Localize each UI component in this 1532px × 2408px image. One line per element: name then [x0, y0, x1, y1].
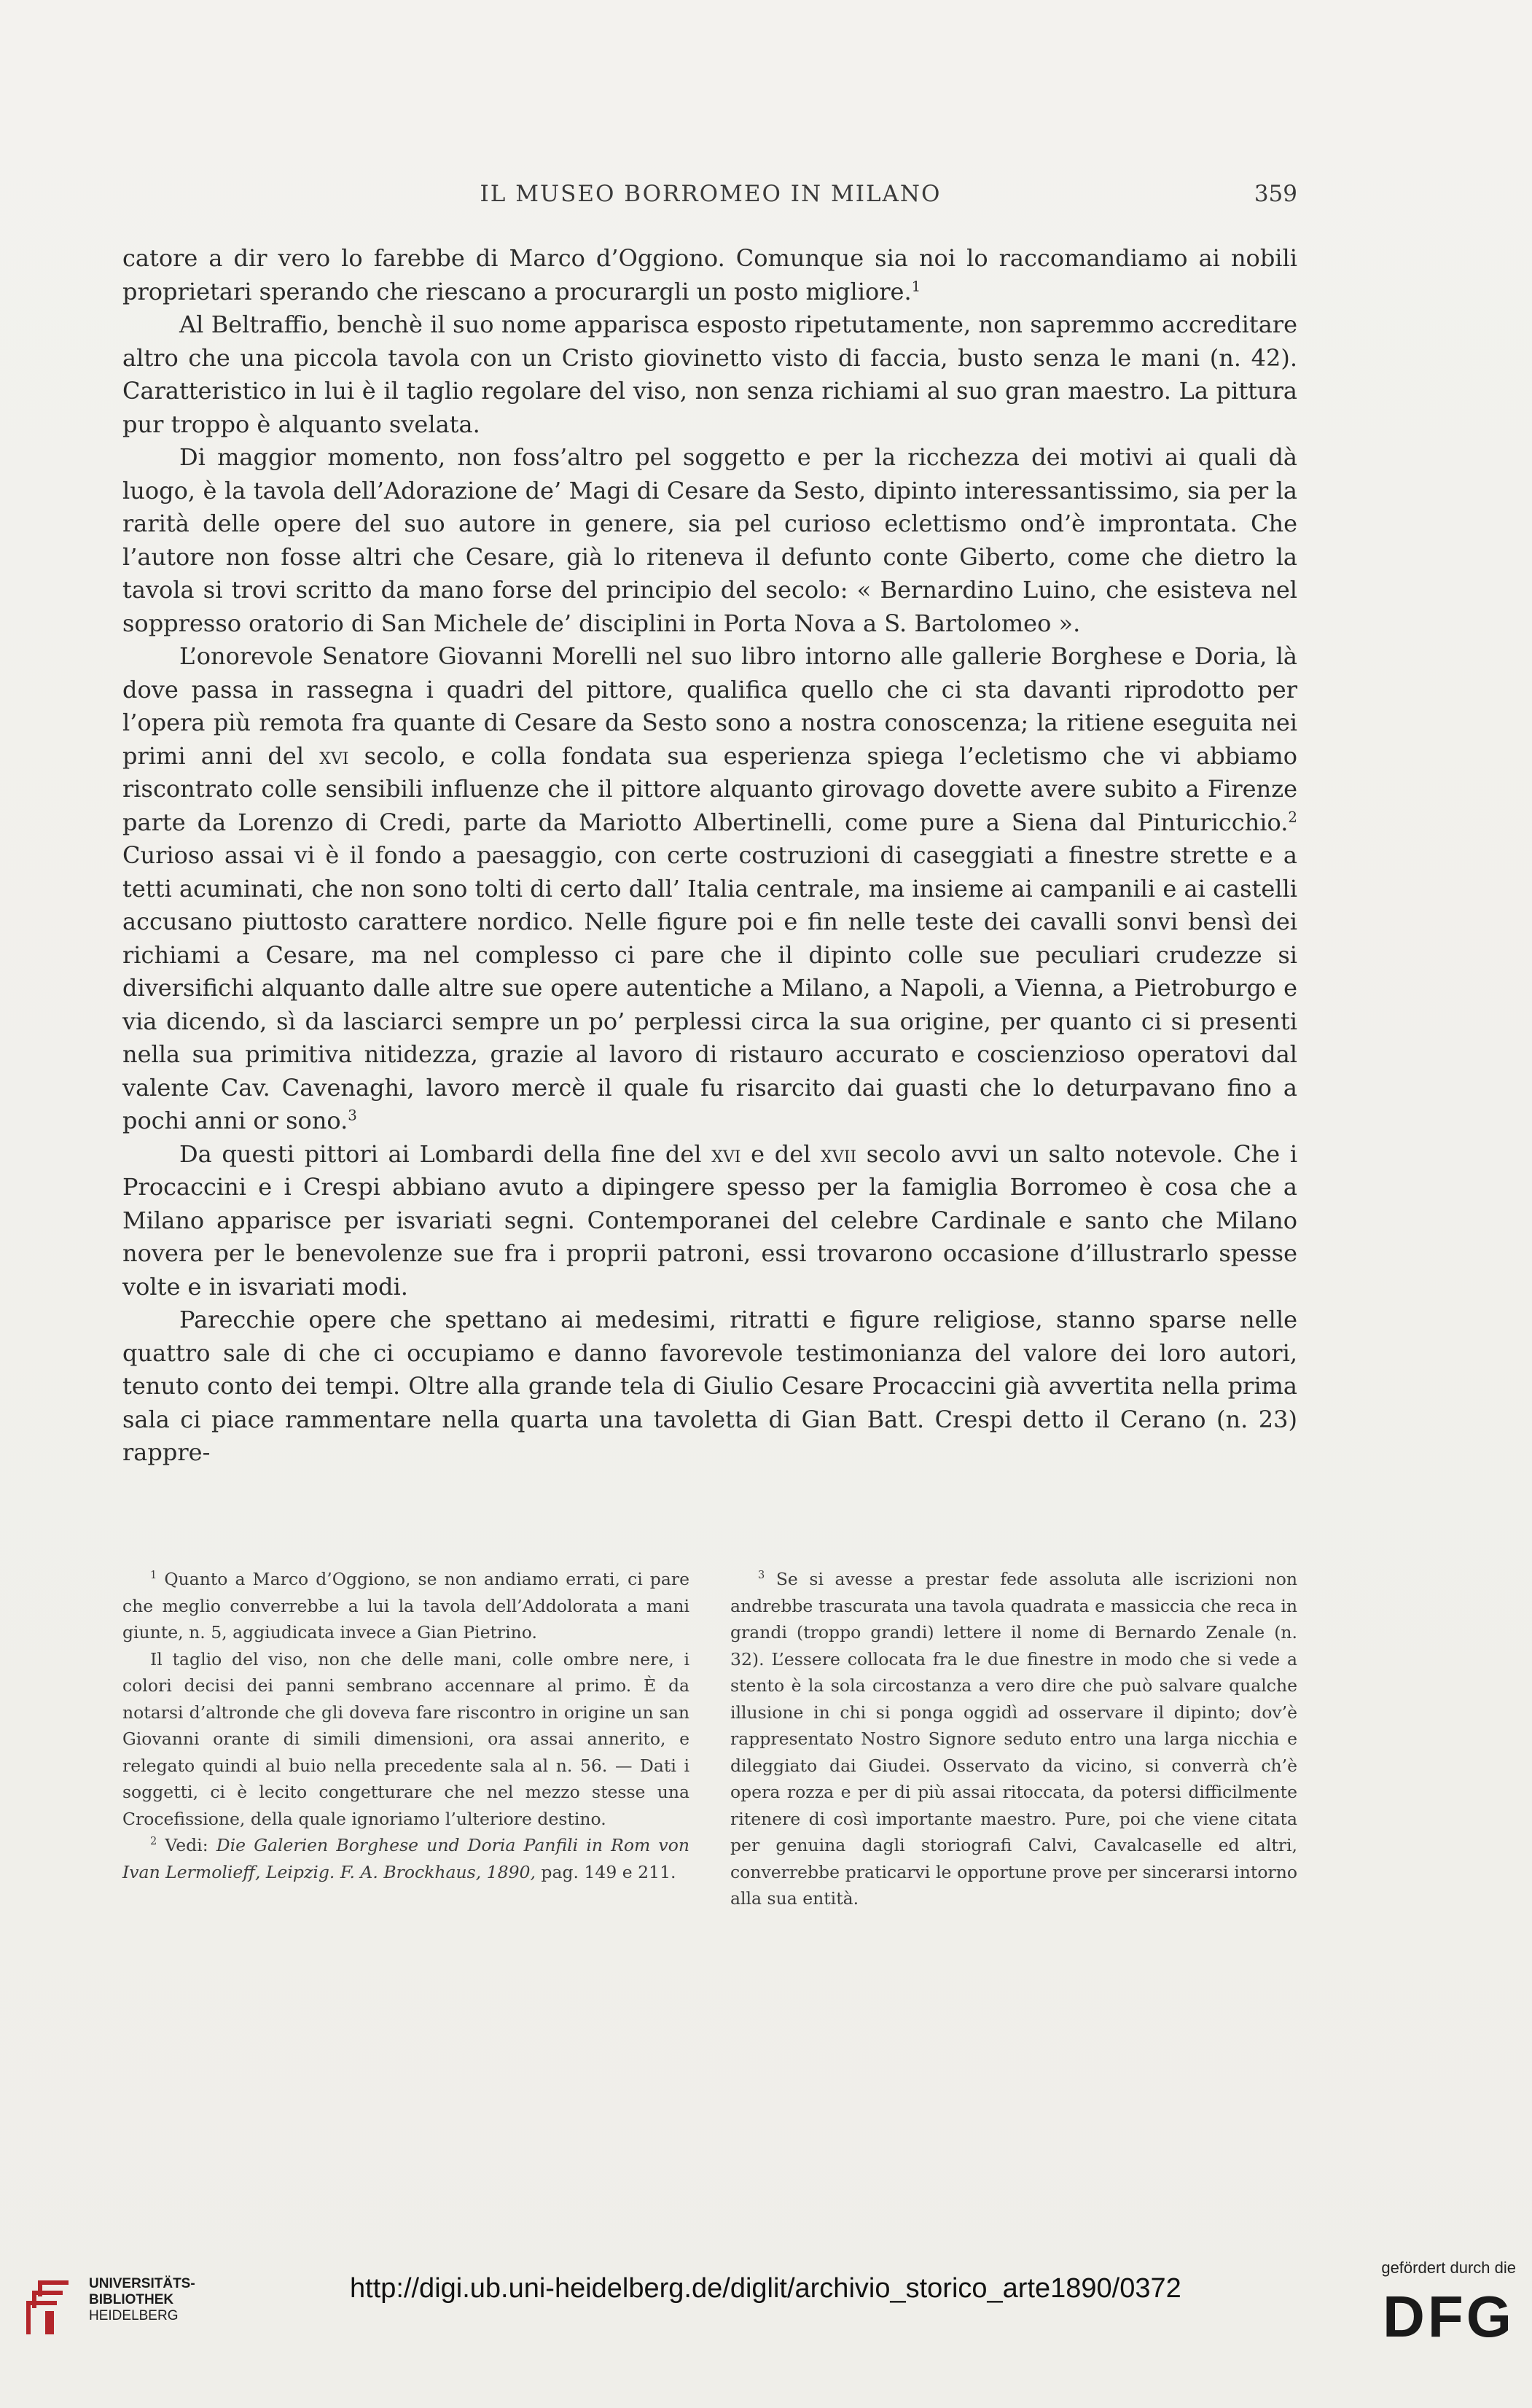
- funding-note: gefördert durch die: [1381, 2259, 1516, 2277]
- footnote-1-mark: 1: [150, 1569, 157, 1582]
- footnote-ref-2: 2: [1288, 808, 1297, 825]
- footnote-2-citation: Die Galerien Borghese und Doria Panfili in Rom von Ivan Lermolieff, Leipzig. F. A. Brockhaus, 1890,: [122, 1835, 689, 1882]
- paragraph-4-text-c: Curioso assai vi è il fondo a paesaggio, con certe costruzioni di caseggiati a finestre strette e a tetti acuminati, che non sono tolti di certo dall’ Italia centrale, ma insieme ai campanili e ai castelli accusano piuttosto carattere nordico. Nelle figure poi e fin nelle teste dei cavalli sonvi bensì dei richiami a Cesare, ma nel complesso ci pare che il dipinto colle sue peculiari crudezze si diversifichi alquanto dalle altre sue opere autentiche a Milano, a Napoli, a Vienna, a Pietroburgo e via dicendo, sì da lasciarci sempre un po’ perplessi circa la sua origine, per quanto ci si presenti nella sua primitiva nitidezza, grazie al lavoro di ristauro accurato e coscienzioso operatovi dal valente Cav. Cavenaghi, lavoro mercè il quale fu risarcito dai guasti che lo deturpavano fino a pochi anni or sono.: [122, 841, 1297, 1134]
- paragraph-5-text-c: secolo avvi un salto notevole. Che i Procaccini e i Crespi abbiano avuto a dipingere spesso per la famiglia Borromeo è cosa che a Milano apparisce per isvariati segni. Contemporanei del celebre Cardinale e santo che Milano novera per le benevolenze sue fra i proprii patroni, essi trovarono occasione d’illustrarlo spesse volte e in isvariati modi.: [122, 1139, 1298, 1301]
- paragraph-6: Parecchie opere che spettano ai medesimi, ritratti e figure religiose, stanno sparse nelle quattro sale di che ci occupiamo e danno favorevole testimonianza del valore dei loro autori, tenuto conto dei tempi. Oltre alla grande tela di Giulio Cesare Procaccini già avvertita nella prima sala ci piace rammentare nella quarta una tavoletta di Gian Batt. Crespi detto il Cerano (n. 23) rappre-: [122, 1306, 1297, 1466]
- footnote-3: [730, 1566, 1297, 1912]
- paragraph-1-text: catore a dir vero lo farebbe di Marco d’Oggiono. Comunque sia noi lo raccomandiamo ai nobili proprietari sperando che riescano a procurargli un posto migliore.: [122, 244, 1297, 305]
- footnote-2-pages: pag. 149 e 211.: [541, 1861, 676, 1882]
- footnote-1-text: Quanto a Marco d’Oggiono, se non andiamo errati, ci pare che meglio converrebbe a lui la tavola dell’Addolorata a mani giunte, n. 5, aggiudicata invece a Gian Pietrino.: [122, 1569, 689, 1643]
- footnote-3-mark: 3: [758, 1569, 765, 1582]
- running-title: IL MUSEO BORROMEO IN MILANO: [480, 181, 942, 207]
- library-line-3: HEIDELBERG: [89, 2308, 179, 2323]
- footnote-2-prefix: Vedi:: [165, 1835, 208, 1855]
- footnotes: [122, 1566, 1297, 2033]
- body-text: [122, 242, 1297, 1470]
- footnote-3-text: Se si avesse a prestar fede assoluta alle iscrizioni non andrebbe trascurata una tavola quadrata e massiccia che reca in grandi (troppo grandi) lettere il nome di Bernardo Zenale (n. 32). L’essere collocata fra le due finestre in modo che si vede a stento è la sola circostanza a vero dire che può salvare qualche illusione in chi si ponga oggidì ad osservare il dipinto; dov’è rappresentato Nostro Signore seduto entro una larga nicchia e dileggiato dai Giudei. Osservato da vicino, si converrà ch’è opera rozza e per di più assai ritoccata, da potersi difficilmente ritenere di così importante maestro. Pure, poi che viene citata per genuina dagli storiografi Calvi, Cavalcaselle ed altri, converrebbe praticarvi le opportune prove per sincerarsi intorno alla sua entità.: [730, 1569, 1297, 1909]
- century-xvii: xvii: [821, 1139, 857, 1168]
- paragraph-5-text-b: e del: [751, 1139, 811, 1168]
- paragraph-4-text-b: secolo, e colla fondata sua esperienza spiega l’ecletismo che vi abbiamo riscontrato colle sensibili influenze che il pittore alquanto girovago dovette avere subito a Firenze parte da Lorenzo di Credi, parte da Mariotto Albertinelli, come pure a Siena dal Pinturicchio.: [122, 741, 1298, 836]
- footnote-2: [122, 1832, 689, 1885]
- footnote-1-continued: Il taglio del viso, non che delle mani, colle ombre nere, i colori decisi dei panni sembrano accennare al primo. È da notarsi d’altronde che gli doveva fare riscontro in origine un san Giovanni orante di simili dimensioni, ora assai annerito, e relegato quindi al buio nella precedente sala al n. 56. — Dati i soggetti, ci è lecito congetturare che nel mezzo stesse una Crocefissione, della quale ignoriamo l’ulteriore destino.: [122, 1648, 689, 1829]
- university-library-logo-icon: [16, 2275, 82, 2340]
- paragraph-5: [122, 1138, 1297, 1304]
- library-line-1: UNIVERSITÄTS-: [89, 2276, 195, 2291]
- footnote-2-mark: 2: [150, 1835, 157, 1848]
- paragraph-2: Al Beltraffio, benchè il suo nome apparisca esposto ripetutamente, non sapremmo accreditare altro che una piccola tavola con un Cristo giovinetto visto di faccia, busto senza le mani (n. 42). Caratteristico in lui è il taglio regolare del viso, non senza richiami al suo gran maestro. La pittura pur troppo è alquanto svelata.: [122, 311, 1297, 438]
- university-library-name: [89, 2276, 195, 2324]
- running-head: [124, 181, 1297, 210]
- footnote-1: [122, 1566, 689, 1646]
- dfg-logo: DFG: [1383, 2284, 1515, 2349]
- footnotes-right-column: [730, 1566, 1297, 1912]
- library-line-2: BIBLIOTHEK: [89, 2292, 174, 2307]
- footnote-ref-1: 1: [911, 277, 921, 295]
- paragraph-4: [122, 640, 1297, 1138]
- footnote-ref-3: 3: [348, 1107, 357, 1124]
- permalink-url[interactable]: http://digi.ub.uni-heidelberg.de/diglit/archivio_storico_arte1890/0372: [350, 2273, 1181, 2304]
- paragraph-1: [122, 242, 1297, 308]
- footnotes-left-column: [122, 1566, 689, 1885]
- paragraph-5-text-a: Da questi pittori ai Lombardi della fine del: [179, 1139, 702, 1168]
- page-number: 359: [1254, 181, 1297, 207]
- paragraph-4-text-a: L’onorevole Senatore Giovanni Morelli nel suo libro intorno alle gallerie Borghese e Doria, là dove passa in rassegna i quadri del pittore, qualifica quello che ci sta davanti riprodotto per l’opera più remota fra quante di Cesare da Sesto sono a nostra conoscenza; la ritiene eseguita nei primi anni del: [122, 642, 1297, 770]
- paragraph-3: Di maggior momento, non foss’altro pel soggetto e per la ricchezza dei motivi ai quali dà luogo, è la tavola dell’Adorazione de’ Magi di Cesare da Sesto, dipinto interessantissimo, sia per la rarità delle opere del suo autore in genere, sia pel curioso eclettismo ond’è improntata. Che l’autore non fosse altri che Cesare, già lo riteneva il defunto conte Giberto, come che dietro la tavola si trovi scritto da mano forse del principio del secolo: « Bernardino Luino, che esisteva nel soppresso oratorio di San Michele de’ disciplini in Porta Nova a S. Bartolomeo ».: [122, 443, 1297, 637]
- century-xvi-2: xvi: [711, 1139, 741, 1168]
- century-xvi: xvi: [319, 741, 349, 770]
